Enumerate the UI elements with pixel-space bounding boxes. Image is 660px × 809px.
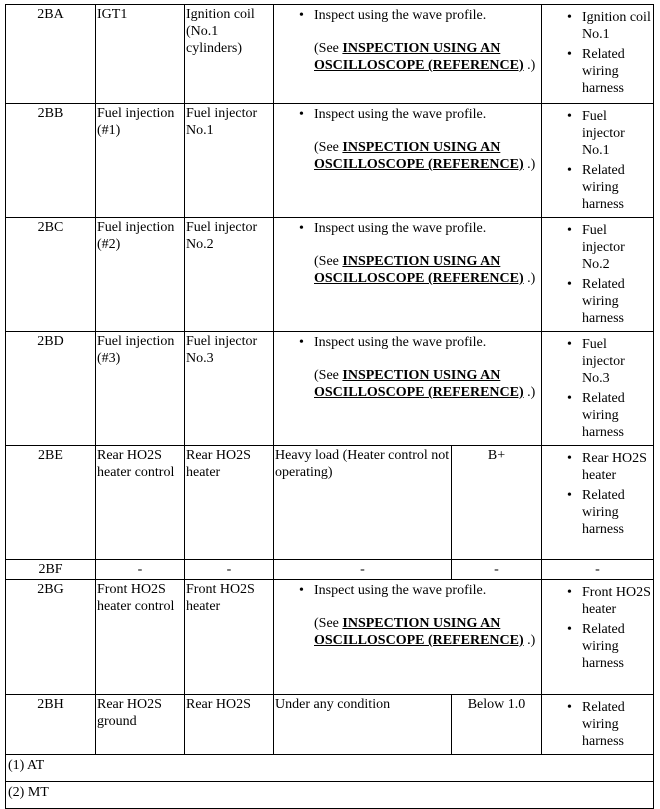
condition-cell xyxy=(274,104,542,218)
footnote-mt: (2) MT xyxy=(6,782,654,809)
condition-cell: Under any condition xyxy=(274,695,452,755)
oscilloscope-inspection-link[interactable]: INSPECTION USING AN OSCILLOSCOPE (REFERENCE) xyxy=(314,254,524,286)
result-cell xyxy=(542,332,654,446)
table-row xyxy=(6,104,654,218)
terminal-code: 2BH xyxy=(6,695,96,755)
condition-cell xyxy=(274,580,542,695)
result-item: • Related wiring harness xyxy=(543,621,652,672)
specified-condition: - xyxy=(452,560,542,580)
specified-condition: Below 1.0 xyxy=(452,695,542,755)
terminal-name: Rear HO2S ground xyxy=(96,695,185,755)
table-row xyxy=(6,446,654,560)
see-prefix: (See xyxy=(314,140,343,155)
result-item: • Related wiring harness xyxy=(543,276,652,327)
table-row xyxy=(6,695,654,755)
terminal-name: Rear HO2S heater control xyxy=(96,446,185,560)
condition-cell xyxy=(274,332,542,446)
terminal-description: Ignition coil (No.1 cylinders) xyxy=(185,5,274,104)
terminal-code: 2BC xyxy=(6,218,96,332)
see-suffix: .) xyxy=(523,633,536,648)
condition-bullet: • Inspect using the wave profile. xyxy=(275,334,540,351)
result-item: • Fuel injector No.1 xyxy=(543,108,652,159)
result-item: • Related wiring harness xyxy=(543,390,652,441)
condition-bullet: • Inspect using the wave profile. xyxy=(275,582,540,599)
oscilloscope-inspection-link[interactable]: INSPECTION USING AN OSCILLOSCOPE (REFERENCE) xyxy=(314,41,524,73)
terminal-code: 2BD xyxy=(6,332,96,446)
terminal-code: 2BA xyxy=(6,5,96,104)
result-item: • Rear HO2S heater xyxy=(543,450,652,484)
terminal-table xyxy=(5,4,654,809)
terminal-code: 2BB xyxy=(6,104,96,218)
see-reference xyxy=(275,40,540,74)
condition-cell: - xyxy=(274,560,452,580)
see-suffix: .) xyxy=(523,385,536,400)
condition-cell xyxy=(274,218,542,332)
result-item: • Related wiring harness xyxy=(543,487,652,538)
specified-condition: B+ xyxy=(452,446,542,560)
see-suffix: .) xyxy=(523,271,536,286)
terminal-description: Rear HO2S xyxy=(185,695,274,755)
see-reference xyxy=(275,367,540,401)
footnote-row xyxy=(6,755,654,782)
result-item: • Related wiring harness xyxy=(543,46,652,97)
result-cell xyxy=(542,446,654,560)
condition-cell xyxy=(274,5,542,104)
terminal-name: Fuel injection (#2) xyxy=(96,218,185,332)
condition-bullet: • Inspect using the wave profile. xyxy=(275,7,540,24)
terminal-code: 2BG xyxy=(6,580,96,695)
result-item: • Front HO2S heater xyxy=(543,584,652,618)
terminal-description: Front HO2S heater xyxy=(185,580,274,695)
result-item: • Ignition coil No.1 xyxy=(543,9,652,43)
terminal-name: Fuel injection (#1) xyxy=(96,104,185,218)
see-reference xyxy=(275,139,540,173)
result-item: • Related wiring harness xyxy=(543,699,652,750)
footnote-at: (1) AT xyxy=(6,755,654,782)
condition-cell: Heavy load (Heater control not operating) xyxy=(274,446,452,560)
footnote-row xyxy=(6,782,654,809)
terminal-name: - xyxy=(96,560,185,580)
see-reference xyxy=(275,253,540,287)
result-item: • Related wiring harness xyxy=(543,162,652,213)
oscilloscope-inspection-link[interactable]: INSPECTION USING AN OSCILLOSCOPE (REFERENCE) xyxy=(314,140,524,172)
terminal-name: IGT1 xyxy=(96,5,185,104)
terminal-code: 2BF xyxy=(6,560,96,580)
result-cell xyxy=(542,218,654,332)
see-prefix: (See xyxy=(314,368,343,383)
see-prefix: (See xyxy=(314,254,343,269)
terminal-code: 2BE xyxy=(6,446,96,560)
terminal-description: Fuel injector No.3 xyxy=(185,332,274,446)
see-reference xyxy=(275,615,540,649)
result-cell xyxy=(542,695,654,755)
oscilloscope-inspection-link[interactable]: INSPECTION USING AN OSCILLOSCOPE (REFERENCE) xyxy=(314,616,524,648)
terminal-description: Rear HO2S heater xyxy=(185,446,274,560)
terminal-name: Fuel injection (#3) xyxy=(96,332,185,446)
terminal-description: Fuel injector No.2 xyxy=(185,218,274,332)
result-cell xyxy=(542,580,654,695)
table-row xyxy=(6,332,654,446)
oscilloscope-inspection-link[interactable]: INSPECTION USING AN OSCILLOSCOPE (REFERENCE) xyxy=(314,368,524,400)
result-cell xyxy=(542,104,654,218)
condition-bullet: • Inspect using the wave profile. xyxy=(275,106,540,123)
result-item: • Fuel injector No.2 xyxy=(543,222,652,273)
result-item: • Fuel injector No.3 xyxy=(543,336,652,387)
see-suffix: .) xyxy=(523,58,536,73)
table-row xyxy=(6,218,654,332)
result-cell: - xyxy=(542,560,654,580)
see-prefix: (See xyxy=(314,616,343,631)
terminal-description: Fuel injector No.1 xyxy=(185,104,274,218)
see-suffix: .) xyxy=(523,157,536,172)
terminal-description: - xyxy=(185,560,274,580)
result-cell xyxy=(542,5,654,104)
condition-bullet: • Inspect using the wave profile. xyxy=(275,220,540,237)
see-prefix: (See xyxy=(314,41,343,56)
table-row xyxy=(6,580,654,695)
table-row xyxy=(6,560,654,580)
table-row xyxy=(6,5,654,104)
terminal-name: Front HO2S heater control xyxy=(96,580,185,695)
